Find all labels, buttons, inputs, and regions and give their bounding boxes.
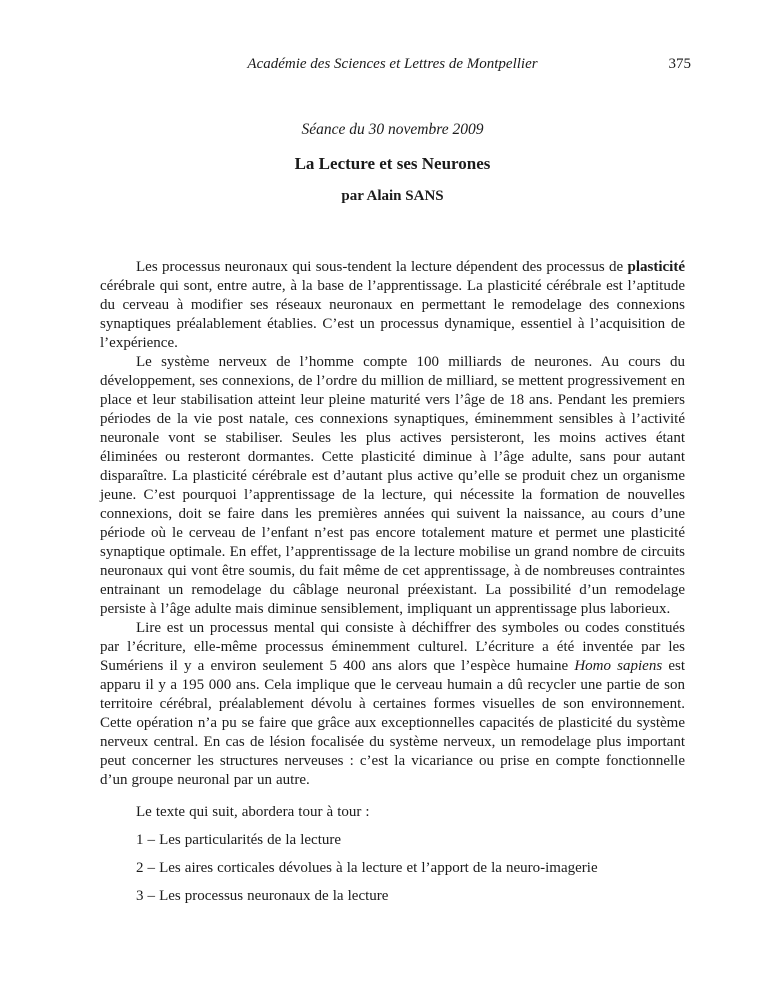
author-line: par Alain SANS <box>341 188 444 204</box>
page-number: 375 <box>668 56 691 72</box>
outline-item-1: 1 – Les particularités de la lecture <box>136 832 342 848</box>
article-title: La Lecture et ses Neurones <box>294 154 491 173</box>
outline-item-3: 3 – Les processus neuronaux de la lecture <box>136 888 389 904</box>
paragraph-text: cérébrale qui sont, entre autre, à la base de l’apprentissage. La plasticité cérébrale est l’aptitude du cerveau à modifier ses réseaux neuronaux en permettant le remodelage des connexions synaptiques préalablement établies. C’est un processus dynamique, essentiel à l’acquisition de l’expérience. <box>100 278 685 351</box>
bold-term-plasticite: plasticité <box>627 259 685 275</box>
paragraph-text: Lire est un processus mental qui consiste à déchiffrer des symboles ou codes constitués par l’écriture, elle-même processus éminemment culturel. L’écriture a été inventée par les Sumériens il y a environ seulement 5 400 ans alors que l’espèce humaine <box>100 620 685 674</box>
paragraph-nervous-system: Le système nerveux de l’homme compte 100 milliards de neurones. Au cours du développement, ses connexions, de l’ordre du million de milliard, se mettent progressivement en place et leur stabilisation atteint leur pleine maturité vers l’âge de 18 ans. Pendant les premiers périodes de la vie post natale, ces connexions synaptiques, éminemment sensibles à l’activité neuronale vont se stabiliser. Seules les plus actives persisteront, les moins actives étant éliminées ou resteront dormantes. Cette plasticité diminue à l’âge adulte, sans pour autant disparaître. La plasticité cérébrale est d’autant plus active qu’elle se produit chez un organisme jeune. C’est pourquoi l’apprentissage de la lecture, qui nécessite la formation de nouvelles connexions, doit se faire dans les premières années qui suivent la naissance, au cours d’une période où le cerveau de l’enfant n’est pas encore totalement mature et permet une plasticité synaptique optimale. En effet, l’apprentissage de la lecture mobilise un grand nombre de circuits neuronaux qui vont être soumis, du fait même de cet apprentissage, à de nombreuses contraintes entrainant un remodelage du câblage neuronal préexistant. La possibilité d’un remodelage persiste à l’âge adulte mais diminue sensiblement, impliquant un apprentissage plus laborieux. <box>100 354 685 617</box>
journal-title: Académie des Sciences et Lettres de Montpellier <box>247 56 538 72</box>
paragraph-plasticity <box>100 258 685 353</box>
session-date: Séance du 30 novembre 2009 <box>301 121 484 138</box>
article-body <box>100 258 685 906</box>
italic-term-homo-sapiens: Homo sapiens <box>574 658 663 674</box>
paragraph-reading-process <box>100 619 685 790</box>
paragraph-text: est apparu il y a 195 000 ans. Cela implique que le cerveau humain a dû recycler une partie de son territoire cérébral, préalablement dévolu à certaines formes visuelles de son environnement. Cette opération n’a pu se faire que grâce aux exceptionnelles capacités de plasticité du système nerveux central. En cas de lésion focalisée du système nerveux, un remodelage plus important peut concerner les structures nerveuses : c’est la vicariance ou prise en compte fonctionnelle d’un groupe neuronal par un autre. <box>100 658 685 788</box>
outline-lead-in: Le texte qui suit, abordera tour à tour : <box>136 804 370 820</box>
paragraph-text: Les processus neuronaux qui sous-tendent la lecture dépendent des processus de <box>136 259 628 275</box>
page-header <box>100 55 691 74</box>
outline-item-2: 2 – Les aires corticales dévolues à la lecture et l’apport de la neuro-imagerie <box>136 860 598 876</box>
